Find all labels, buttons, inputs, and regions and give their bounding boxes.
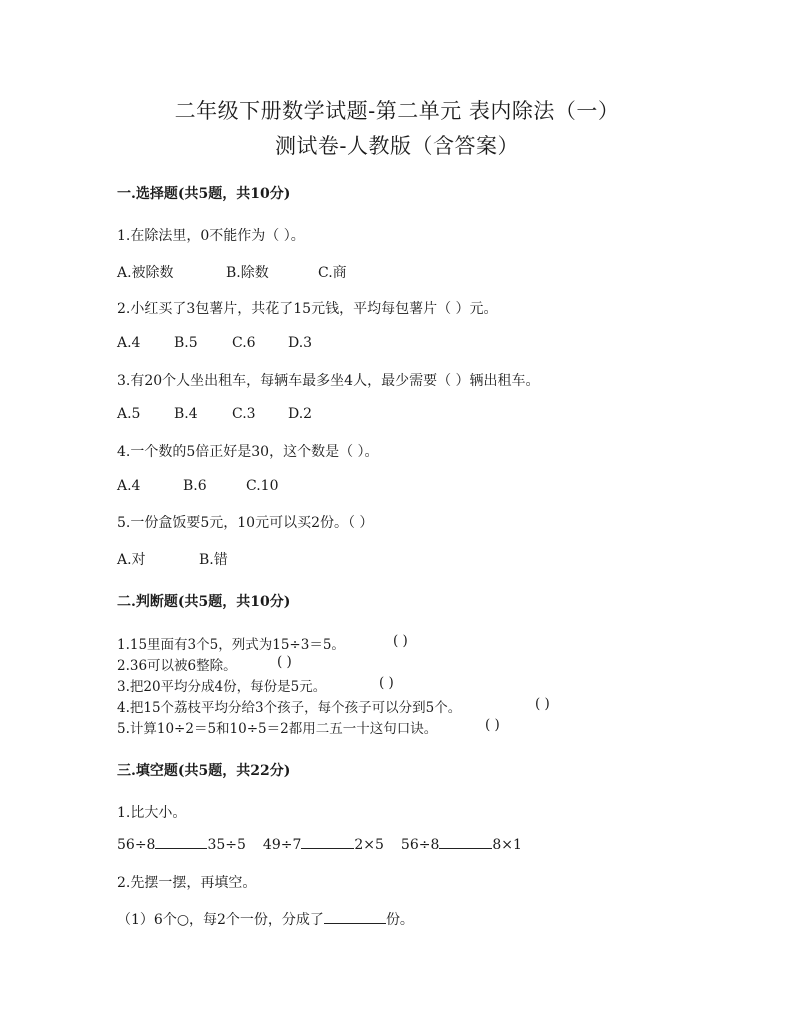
judge-item-text: 1.15里面有3个5，列式为15÷3＝5。 — [117, 637, 345, 653]
option[interactable]: A.被除数 — [117, 265, 174, 281]
answer-blank[interactable] — [439, 836, 492, 849]
fill-question-2-part-1 — [117, 909, 414, 929]
answer-blank[interactable] — [301, 836, 354, 849]
judge-item-text: 4.把15个荔枝平均分给3个孩子，每个孩子可以分到5个。 — [117, 700, 462, 716]
answer-bracket[interactable]: ( ) — [277, 654, 292, 670]
part-suffix: 份。 — [385, 912, 414, 928]
option[interactable]: B.除数 — [226, 265, 269, 281]
compare-row — [117, 836, 522, 853]
choice-question-5: 5.一份盒饭要5元，10元可以买2份。（ ） — [117, 515, 374, 531]
compare-right: 35÷5 — [207, 837, 246, 853]
fill-question-1: 1.比大小。 — [117, 805, 187, 821]
answer-bracket[interactable]: ( ) — [393, 633, 408, 649]
compare-right: 8×1 — [492, 837, 522, 853]
choice-question-2: 2.小红买了3包薯片，共花了15元钱，平均每包薯片（ ）元。 — [117, 301, 498, 317]
option[interactable]: D.3 — [288, 335, 313, 351]
choice-options-1 — [117, 262, 347, 282]
answer-bracket[interactable]: ( ) — [485, 717, 500, 733]
answer-bracket[interactable]: ( ) — [379, 675, 394, 691]
choice-options-3 — [117, 406, 312, 422]
title-line-2: 测试卷-人教版（含答案） — [274, 134, 520, 158]
judge-item-1 — [117, 633, 408, 653]
option[interactable]: A.5 — [117, 406, 141, 422]
judge-item-text: 5.计算10÷2＝5和10÷5＝2都用二五一十这句口诀。 — [117, 721, 438, 737]
choice-options-2 — [117, 335, 312, 351]
title-line-1: 二年级下册数学试题-第二单元 表内除法（一） — [174, 99, 620, 123]
choice-options-5 — [117, 549, 228, 569]
judge-item-text: 2.36可以被6整除。 — [117, 658, 237, 674]
judge-item-4 — [117, 696, 550, 716]
choice-question-4: 4.一个数的5倍正好是30，这个数是（ ）。 — [117, 444, 379, 460]
section-heading-fill: 三.填空题(共5题，共22分) — [117, 763, 291, 779]
option[interactable]: B.5 — [174, 335, 198, 351]
option[interactable]: A.4 — [117, 478, 141, 494]
option[interactable]: B.4 — [174, 406, 198, 422]
judge-item-text: 3.把20平均分成4份，每份是5元。 — [117, 679, 327, 695]
answer-blank[interactable] — [155, 836, 207, 849]
compare-left: 56÷8 — [117, 837, 156, 853]
judge-item-3 — [117, 675, 394, 695]
option[interactable]: D.2 — [288, 406, 313, 422]
fill-question-2: 2.先摆一摆，再填空。 — [117, 875, 257, 891]
option[interactable]: A.对 — [117, 552, 146, 568]
compare-left: 49÷7 — [262, 837, 302, 853]
judge-item-5 — [117, 717, 500, 737]
option[interactable]: C.商 — [318, 265, 347, 281]
judge-item-2 — [117, 654, 292, 674]
option[interactable]: C.3 — [232, 406, 256, 422]
choice-question-1: 1.在除法里，0不能作为（ ）。 — [117, 228, 305, 244]
compare-left: 56÷8 — [400, 837, 440, 853]
section-heading-choice: 一.选择题(共5题，共10分) — [117, 186, 291, 202]
compare-right: 2×5 — [354, 837, 384, 853]
option[interactable]: B.错 — [199, 552, 228, 568]
option[interactable]: A.4 — [117, 335, 141, 351]
choice-question-3: 3.有20个人坐出租车，每辆车最多坐4人，最少需要（ ）辆出租车。 — [117, 373, 540, 389]
answer-bracket[interactable]: ( ) — [535, 696, 550, 712]
section-heading-judge: 二.判断题(共5题，共10分) — [117, 594, 291, 610]
option[interactable]: C.6 — [232, 335, 256, 351]
option[interactable]: B.6 — [183, 478, 207, 494]
part-text: （1）6个○，每2个一份，分成了 — [117, 912, 324, 928]
answer-blank[interactable] — [324, 911, 386, 924]
option[interactable]: C.10 — [246, 478, 279, 494]
choice-options-4 — [117, 478, 278, 494]
